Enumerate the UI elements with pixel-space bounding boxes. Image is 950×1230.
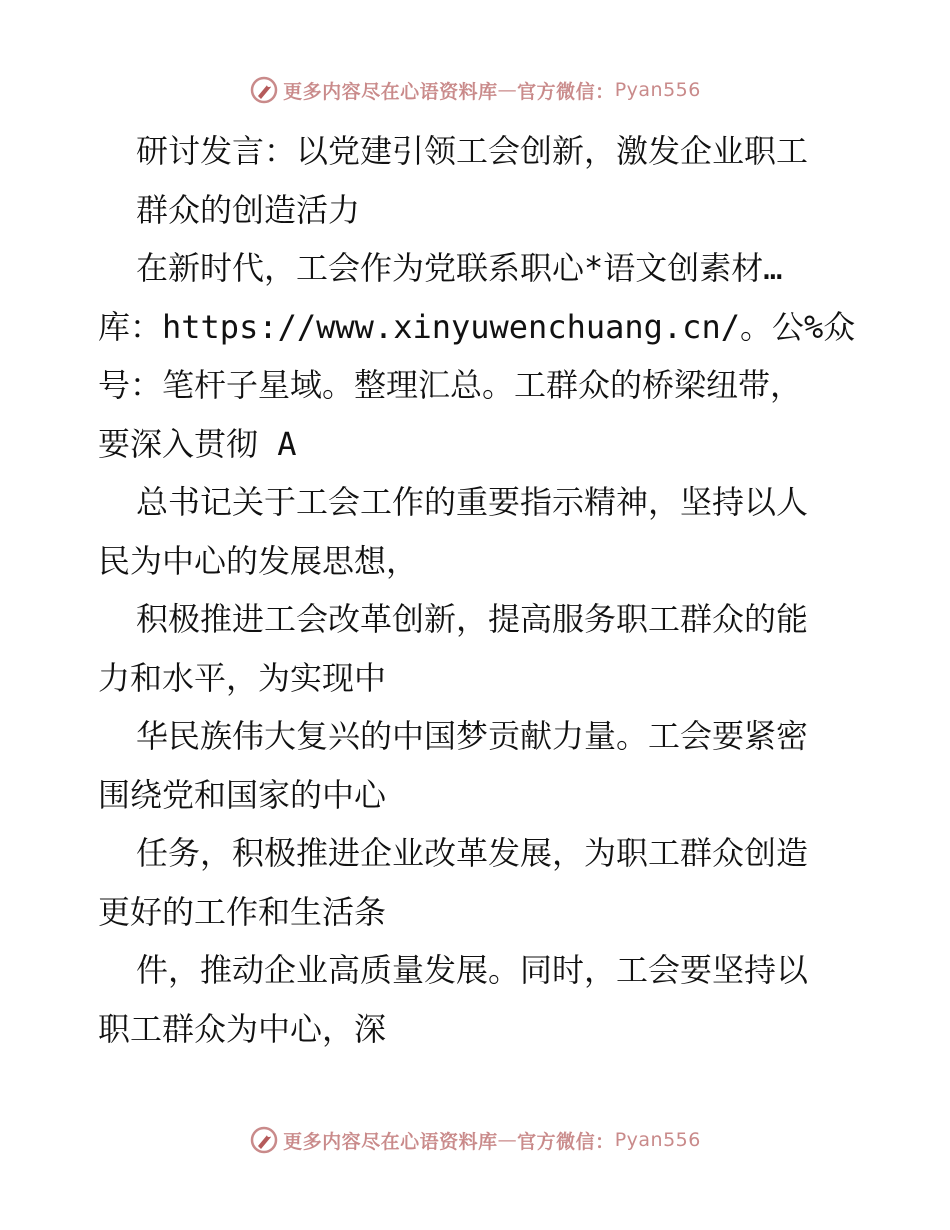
doc-line: 号：笔杆子星域。整理汇总。工群众的桥梁纽带， xyxy=(98,366,803,404)
banner-title: 更多内容尽在心语资料库 xyxy=(283,80,498,103)
doc-line: 要深入贯彻 A xyxy=(98,424,297,463)
banner-wechat-id: Pyan556 xyxy=(614,79,701,101)
doc-line: 职工群众为中心，深 xyxy=(98,1009,387,1048)
doc-line: 库：https://www.xinyuwenchuang.cn/。公%众 xyxy=(98,307,856,346)
doc-line: 任务，积极推进企业改革发展，为职工群众创造 xyxy=(136,834,809,872)
doc-line-title-2: 群众的创造活力 xyxy=(136,190,361,229)
doc-line: 围绕党和国家的中心 xyxy=(98,775,387,814)
doc-line: 件，推动企业高质量发展。同时，工会要坚持以 xyxy=(136,951,809,989)
doc-line: 总书记关于工会工作的重要指示精神，坚持以人 xyxy=(136,483,809,521)
doc-line-title-1: 研讨发言：以党建引领工会创新，激发企业职工 xyxy=(136,132,809,170)
pen-nib-logo-icon xyxy=(249,1125,279,1155)
document-body xyxy=(98,122,858,1058)
doc-line: 更好的工作和生活条 xyxy=(98,892,387,931)
footer-watermark-banner xyxy=(0,1120,950,1160)
banner-wechat-label: 官方微信： xyxy=(517,80,615,103)
doc-line: 力和水平，为实现中 xyxy=(98,658,387,697)
banner-wechat-id: Pyan556 xyxy=(614,1129,701,1151)
banner-separator: — xyxy=(497,1129,518,1151)
header-watermark-banner xyxy=(0,70,950,110)
banner-wechat-label: 官方微信： xyxy=(517,1130,615,1153)
doc-line: 华民族伟大复兴的中国梦贡献力量。工会要紧密 xyxy=(136,717,809,755)
pen-nib-logo-icon xyxy=(249,75,279,105)
doc-line: 在新时代，工会作为党联系职心*语文创素材… xyxy=(136,249,783,287)
banner-separator: — xyxy=(497,79,518,101)
doc-line: 积极推进工会改革创新，提高服务职工群众的能 xyxy=(136,600,809,638)
banner-title: 更多内容尽在心语资料库 xyxy=(283,1130,498,1153)
doc-line: 民为中心的发展思想， xyxy=(98,541,419,580)
